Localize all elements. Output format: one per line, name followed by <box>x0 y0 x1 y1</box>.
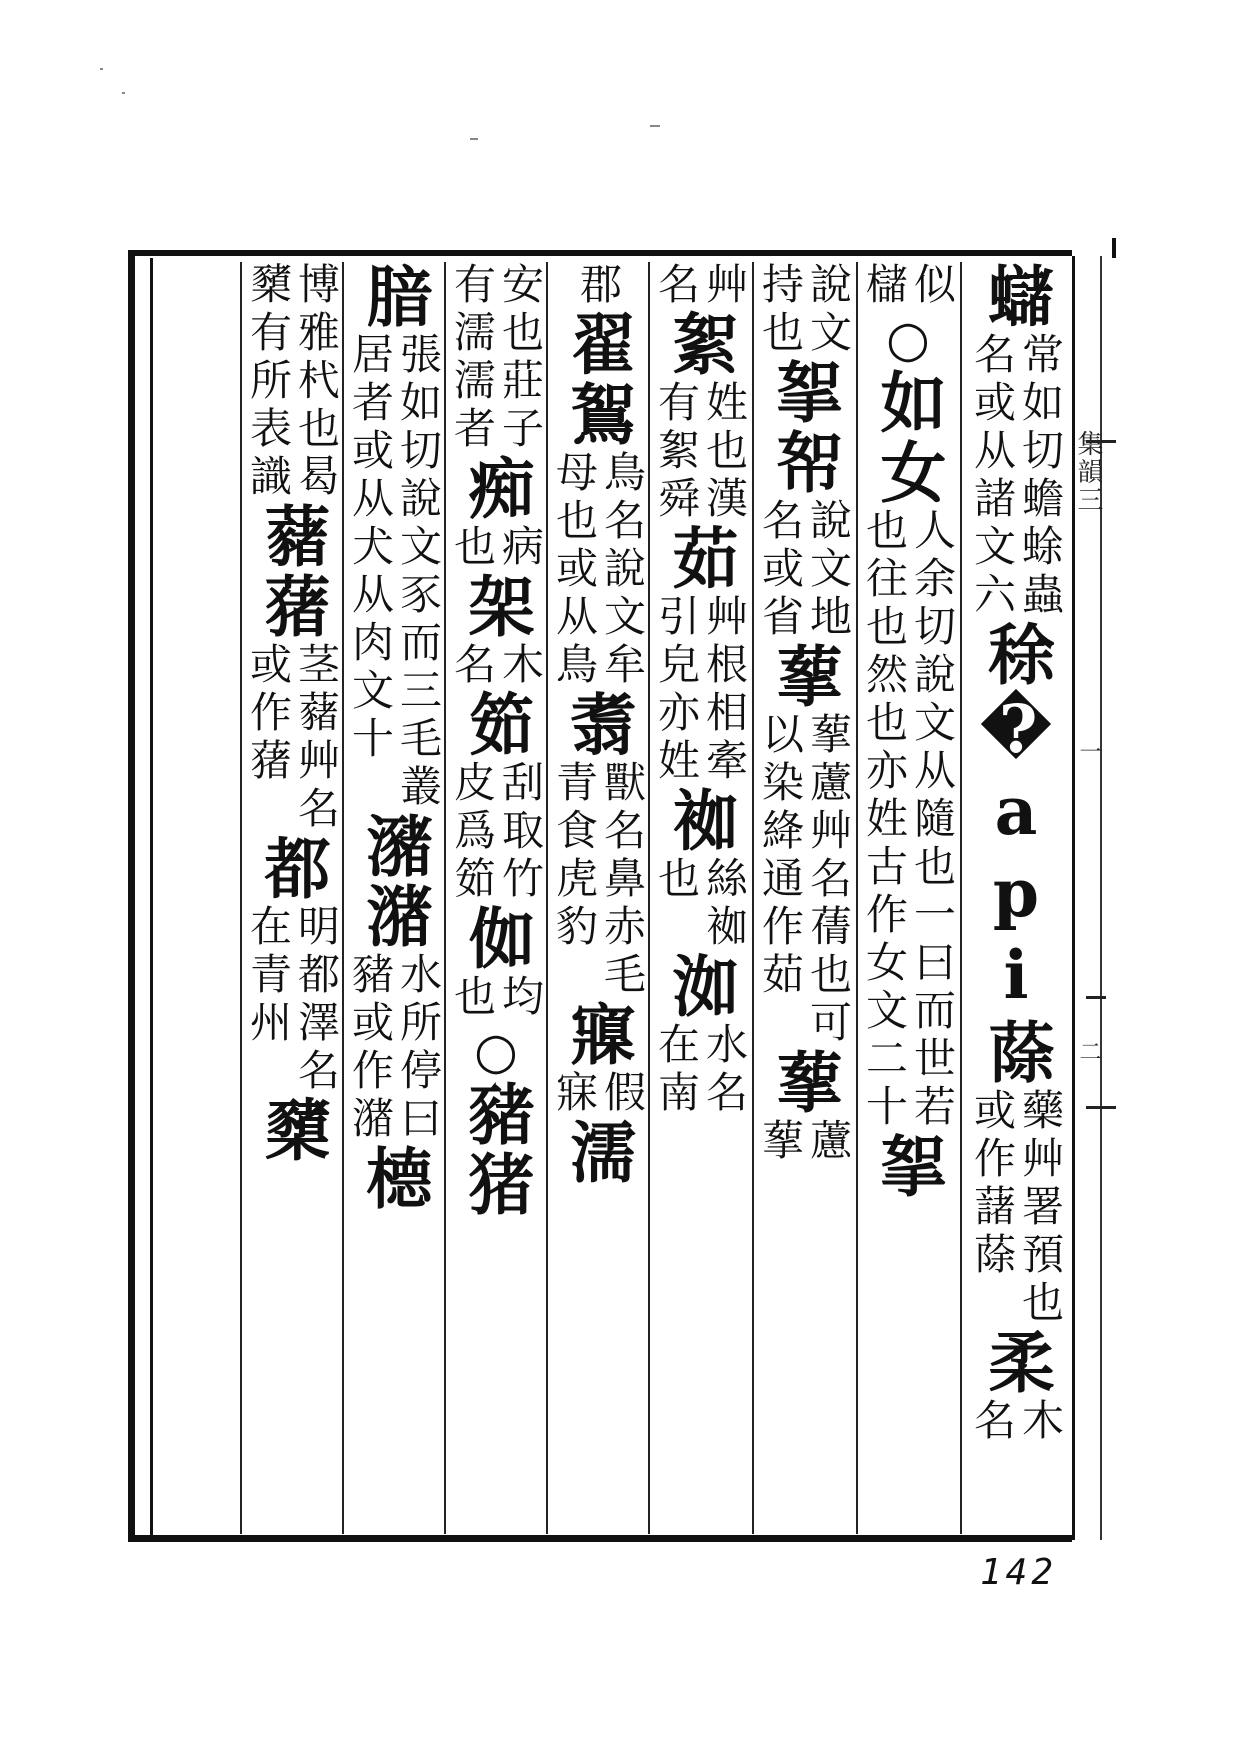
headword: 㯖 <box>355 1144 433 1214</box>
annotation-line: 藥艸署預也 <box>1016 1088 1065 1328</box>
page-number: 142 <box>980 1552 1058 1593</box>
annotation <box>548 262 648 310</box>
margin-mark <box>1086 996 1106 999</box>
section-circle-mark: ○ <box>879 310 937 368</box>
annotation-line: 說文地 <box>804 498 853 642</box>
annotation-line: 也 <box>652 856 701 904</box>
headword: 腤 <box>355 262 433 332</box>
headword: 稌�api <box>977 620 1055 1018</box>
text-column-7 <box>344 262 444 1534</box>
frame-corner-tick <box>1112 238 1116 258</box>
annotation-line: 艸 <box>700 262 749 310</box>
annotation-line: 有濡濡者 <box>448 262 497 454</box>
annotation-line: 在南 <box>652 1022 701 1118</box>
annotation-line: 名或从諸文六 <box>968 332 1017 620</box>
annotation-line: 母也或从鳥 <box>550 450 599 690</box>
annotation <box>242 262 342 502</box>
annotation-line: 寐 <box>550 1070 599 1118</box>
headword: 藸蕏 <box>253 502 331 642</box>
annotation <box>548 760 648 1000</box>
annotation-line: 櫫有所表識 <box>244 262 293 502</box>
headword: 蒘 <box>765 642 843 712</box>
scan-speck <box>100 68 103 70</box>
annotation-line: 安也莊子 <box>496 262 545 454</box>
text-column-4 <box>650 262 750 1534</box>
headword: 蠩 <box>977 262 1055 332</box>
annotation-line: 艸根相牽 <box>700 594 749 786</box>
annotation-line: 藘 <box>804 1118 853 1166</box>
headword: 挐帤 <box>765 358 843 498</box>
annotation <box>548 1070 648 1118</box>
annotation-line: 說文 <box>804 262 853 358</box>
annotation <box>548 450 648 690</box>
annotation-line: 蒘藘艸名蒨也可 <box>804 712 853 1048</box>
frame-inner-rule <box>150 258 153 1536</box>
annotation-line: 木 <box>1016 1398 1065 1446</box>
annotation-line: 青食虎豹 <box>550 760 599 952</box>
text-column-5 <box>548 262 648 1534</box>
margin-mark-2: 二 <box>1076 1040 1101 1064</box>
annotation-line: 在青州 <box>244 904 293 1048</box>
text-column-2 <box>858 262 958 1534</box>
annotation-line: 皮爲筎 <box>448 760 497 904</box>
annotation-line: 居者或从犬从肉文十 <box>346 332 395 764</box>
annotation-line: 博雅杙也曷 <box>292 262 341 502</box>
annotation <box>650 262 750 310</box>
annotation <box>446 974 546 1022</box>
annotation-line: 刮取竹 <box>496 760 545 904</box>
headword: 架 <box>457 572 535 642</box>
headword: 洳 <box>661 952 739 1022</box>
annotation-line: 也往也然也亦姓古作女文二十 <box>860 508 909 1132</box>
annotation-line: 均 <box>496 974 545 1022</box>
annotation-line: 鳥名說文牟 <box>598 450 647 690</box>
annotation-line: 假 <box>598 1070 647 1118</box>
headword: 䎝 <box>559 690 637 760</box>
annotation-line: 明都澤名 <box>292 904 341 1096</box>
annotation-line: 人余切說文从隨也一曰而世若 <box>908 508 957 1132</box>
annotation-line: 有絮舜 <box>652 380 701 524</box>
annotation-line: 豬或作潴 <box>346 952 395 1144</box>
headword: 櫫 <box>253 1096 331 1166</box>
scan-speck <box>470 138 478 140</box>
annotation-line: 張如切說文豕而三毛叢 <box>394 332 443 812</box>
annotation-line: 或作藷蒢 <box>968 1088 1017 1280</box>
annotation-line: 持也 <box>756 262 805 358</box>
headword: 茹 <box>661 524 739 594</box>
annotation-line: 蒘 <box>756 1118 805 1166</box>
annotation-line: 引皃亦姓 <box>652 594 701 786</box>
annotation <box>754 262 854 358</box>
annotation-line: 常如切蟾蜍蟲 <box>1016 332 1065 620</box>
annotation <box>650 1022 750 1118</box>
text-column-1 <box>962 262 1070 1534</box>
headword: 絮 <box>661 310 739 380</box>
annotation <box>650 380 750 524</box>
headword: 筎 <box>457 690 535 760</box>
headword: 翟鴽 <box>559 310 637 450</box>
annotation-line: 茎藸艸名 <box>292 642 341 834</box>
annotation <box>962 332 1070 620</box>
margin-mark <box>1086 1106 1116 1109</box>
headword: 寱 <box>559 1000 637 1070</box>
headword: 濡 <box>559 1118 637 1188</box>
annotation <box>446 642 546 690</box>
scan-speck <box>650 125 660 127</box>
headword: 柔 <box>977 1328 1055 1398</box>
headword: 侞 <box>457 904 535 974</box>
annotation <box>754 498 854 642</box>
annotation-line: 櫧 <box>860 262 909 310</box>
headword: 豬猪 <box>457 1080 535 1220</box>
annotation-line: 木 <box>496 642 545 690</box>
annotation <box>650 856 750 952</box>
annotation-line: 名或省 <box>756 498 805 642</box>
annotation-line: 似 <box>908 262 957 310</box>
annotation-line: 水所停曰 <box>394 952 443 1144</box>
annotation <box>962 1088 1070 1328</box>
annotation-line: 也 <box>448 974 497 1022</box>
margin-mark-1: 一 <box>1076 740 1101 764</box>
margin-title: 集韻三 <box>1073 430 1103 514</box>
annotation <box>344 332 444 812</box>
annotation <box>858 508 958 1132</box>
annotation-line: 病 <box>496 524 545 572</box>
headword: 痴 <box>457 454 535 524</box>
annotation-line: 姓也漢 <box>700 380 749 524</box>
section-circle-mark: ○ <box>467 1022 525 1080</box>
annotation <box>446 262 546 454</box>
annotation <box>962 1398 1070 1446</box>
annotation <box>446 524 546 572</box>
annotation <box>858 262 958 310</box>
annotation <box>754 712 854 1048</box>
annotation-line: 名 <box>448 642 497 690</box>
annotation-line: 也 <box>448 524 497 572</box>
text-column-6 <box>446 262 546 1534</box>
text-column-3 <box>754 262 854 1534</box>
annotation-line: 獸名鼻赤毛 <box>598 760 647 1000</box>
scan-speck <box>122 92 125 94</box>
headword: 蒘 <box>765 1048 843 1118</box>
headword: 挐 <box>869 1132 947 1202</box>
annotation <box>446 760 546 904</box>
annotation <box>754 1118 854 1166</box>
annotation-line: 以染絳通作茹 <box>756 712 805 1000</box>
text-column-8 <box>242 262 342 1534</box>
headword: 蒢 <box>977 1018 1055 1088</box>
annotation-line: 絲袽 <box>700 856 749 952</box>
headword: 袽 <box>661 786 739 856</box>
headword: 瀦潴 <box>355 812 433 952</box>
annotation <box>242 904 342 1096</box>
annotation <box>344 952 444 1144</box>
annotation-line: 或作蕏 <box>244 642 293 786</box>
annotation <box>650 594 750 786</box>
annotation <box>242 642 342 834</box>
annotation-line: 名 <box>968 1398 1017 1446</box>
headword: 都 <box>253 834 331 904</box>
annotation-line: 名 <box>652 262 701 310</box>
annotation-line: 水名 <box>700 1022 749 1118</box>
annotation-line: 郡 <box>574 262 623 310</box>
headword: 如女 <box>869 368 947 508</box>
